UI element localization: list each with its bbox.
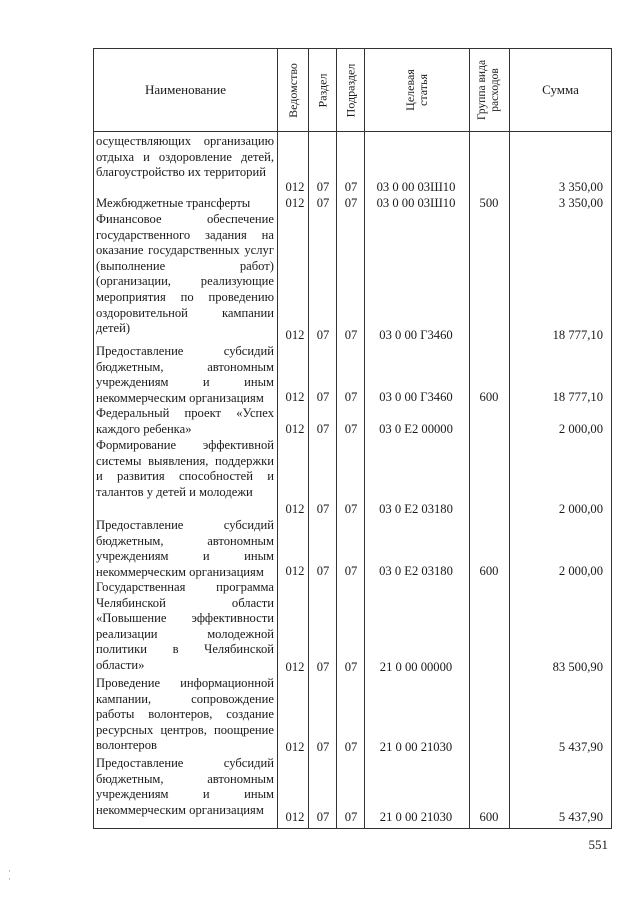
header-razdel-cell xyxy=(309,49,336,131)
row-summa: 18 777,10 xyxy=(552,328,603,343)
header-bottom-border xyxy=(93,131,612,132)
header-razdel: Раздел xyxy=(315,73,330,107)
row-summa: 2 000,00 xyxy=(558,502,603,517)
table-row xyxy=(93,580,612,676)
table-row xyxy=(93,756,612,826)
row-name: Финансовое обеспечение государственного задания на оказание государственных услуг (выполнение работ) (организации, реализующие мероприятия по проведению оздоровительной кампании детей) xyxy=(96,212,274,336)
row-summa: 5 437,90 xyxy=(558,810,603,825)
row-summa: 18 777,10 xyxy=(552,390,603,405)
row-ved: 012 xyxy=(285,196,305,211)
row-name: Федеральный проект «Успех каждого ребенка» xyxy=(96,406,274,436)
row-celevaya: 03 0 Е2 03180 xyxy=(379,502,453,517)
row-podrazdel: 07 xyxy=(344,180,358,195)
table-row xyxy=(93,518,612,580)
row-ved: 012 xyxy=(285,180,305,195)
row-name: Предоставление субсидий бюджетным, автономным учреждениям и иным некоммерческим организациям xyxy=(96,518,274,579)
scan-margin-marks: · · xyxy=(8,866,11,884)
row-ved: 012 xyxy=(285,564,305,579)
header-celevaya: Целевая статья xyxy=(402,69,430,111)
row-summa: 3 350,00 xyxy=(558,180,603,195)
row-ved: 012 xyxy=(285,422,305,437)
row-podrazdel: 07 xyxy=(344,660,358,675)
row-name: Государственная программа Челябинской области «Повышение эффективности реализации молодежной политики в Челябинской области» xyxy=(96,580,274,672)
header-summa: Сумма xyxy=(542,82,579,97)
row-podrazdel: 07 xyxy=(344,502,358,517)
row-razdel: 07 xyxy=(316,180,330,195)
page-number: 551 xyxy=(588,837,608,852)
header-ved: Ведомство xyxy=(285,62,300,118)
row-ved: 012 xyxy=(285,328,305,343)
row-podrazdel: 07 xyxy=(344,196,358,211)
row-podrazdel: 07 xyxy=(344,328,358,343)
budget-table xyxy=(93,48,612,829)
row-razdel: 07 xyxy=(316,502,330,517)
row-razdel: 07 xyxy=(316,422,330,437)
header-celevaya-cell xyxy=(365,49,469,131)
row-celevaya: 03 0 00 03Ш10 xyxy=(376,196,456,211)
row-podrazdel: 07 xyxy=(344,810,358,825)
row-celevaya: 03 0 Е2 03180 xyxy=(379,564,453,579)
table-row xyxy=(93,344,612,406)
row-podrazdel: 07 xyxy=(344,422,358,437)
table-row xyxy=(93,212,612,344)
row-name: осуществляющих организацию отдыха и оздоровление детей, благоустройство их территорий xyxy=(96,134,274,180)
row-celevaya: 03 0 00 Г3460 xyxy=(379,328,453,343)
row-ved: 012 xyxy=(285,390,305,405)
row-razdel: 07 xyxy=(316,660,330,675)
row-name: Предоставление субсидий бюджетным, автономным учреждениям и иным некоммерческим организациям xyxy=(96,756,274,817)
row-gruppa: 600 xyxy=(479,564,499,579)
table-row xyxy=(93,196,612,212)
row-name: Формирование эффективной системы выявления, поддержки и развития способностей и талантов у детей и молодежи xyxy=(96,438,274,499)
row-razdel: 07 xyxy=(316,390,330,405)
header-ved-cell xyxy=(278,49,308,131)
header-gruppa-cell xyxy=(470,49,509,131)
row-summa: 5 437,90 xyxy=(558,740,603,755)
row-ved: 012 xyxy=(285,810,305,825)
row-name: Межбюджетные трансферты xyxy=(96,196,251,210)
row-celevaya: 03 0 00 03Ш10 xyxy=(376,180,456,195)
header-podrazdel-cell xyxy=(337,49,364,131)
row-ved: 012 xyxy=(285,740,305,755)
row-celevaya: 21 0 00 21030 xyxy=(379,810,453,825)
row-podrazdel: 07 xyxy=(344,390,358,405)
row-gruppa: 600 xyxy=(479,810,499,825)
row-podrazdel: 07 xyxy=(344,740,358,755)
row-razdel: 07 xyxy=(316,740,330,755)
table-row xyxy=(93,134,612,196)
row-gruppa: 600 xyxy=(479,390,499,405)
header-summa-cell xyxy=(510,49,611,131)
row-name: Предоставление субсидий бюджетным, автономным учреждениям и иным некоммерческим организациям xyxy=(96,344,274,405)
table-row xyxy=(93,438,612,518)
table-row xyxy=(93,406,612,438)
row-summa: 2 000,00 xyxy=(558,564,603,579)
row-razdel: 07 xyxy=(316,328,330,343)
row-celevaya: 21 0 00 21030 xyxy=(379,740,453,755)
row-summa: 83 500,90 xyxy=(552,660,603,675)
row-celevaya: 03 0 00 Г3460 xyxy=(379,390,453,405)
header-name-cell xyxy=(94,49,277,131)
header-gruppa: Группа вида расходов xyxy=(476,59,502,121)
row-celevaya: 21 0 00 00000 xyxy=(379,660,453,675)
row-gruppa: 500 xyxy=(479,196,499,211)
row-ved: 012 xyxy=(285,502,305,517)
row-podrazdel: 07 xyxy=(344,564,358,579)
row-summa: 2 000,00 xyxy=(558,422,603,437)
row-ved: 012 xyxy=(285,660,305,675)
row-razdel: 07 xyxy=(316,810,330,825)
row-razdel: 07 xyxy=(316,564,330,579)
row-summa: 3 350,00 xyxy=(558,196,603,211)
row-razdel: 07 xyxy=(316,196,330,211)
header-name: Наименование xyxy=(145,82,226,97)
row-name: Проведение информационной кампании, сопровождение работы волонтеров, создание ресурсных центров, поощрение волонтеров xyxy=(96,676,274,753)
table-row xyxy=(93,676,612,756)
table-bottom-border xyxy=(93,828,612,829)
row-celevaya: 03 0 Е2 00000 xyxy=(379,422,453,437)
header-podrazdel: Подраздел xyxy=(343,63,358,117)
